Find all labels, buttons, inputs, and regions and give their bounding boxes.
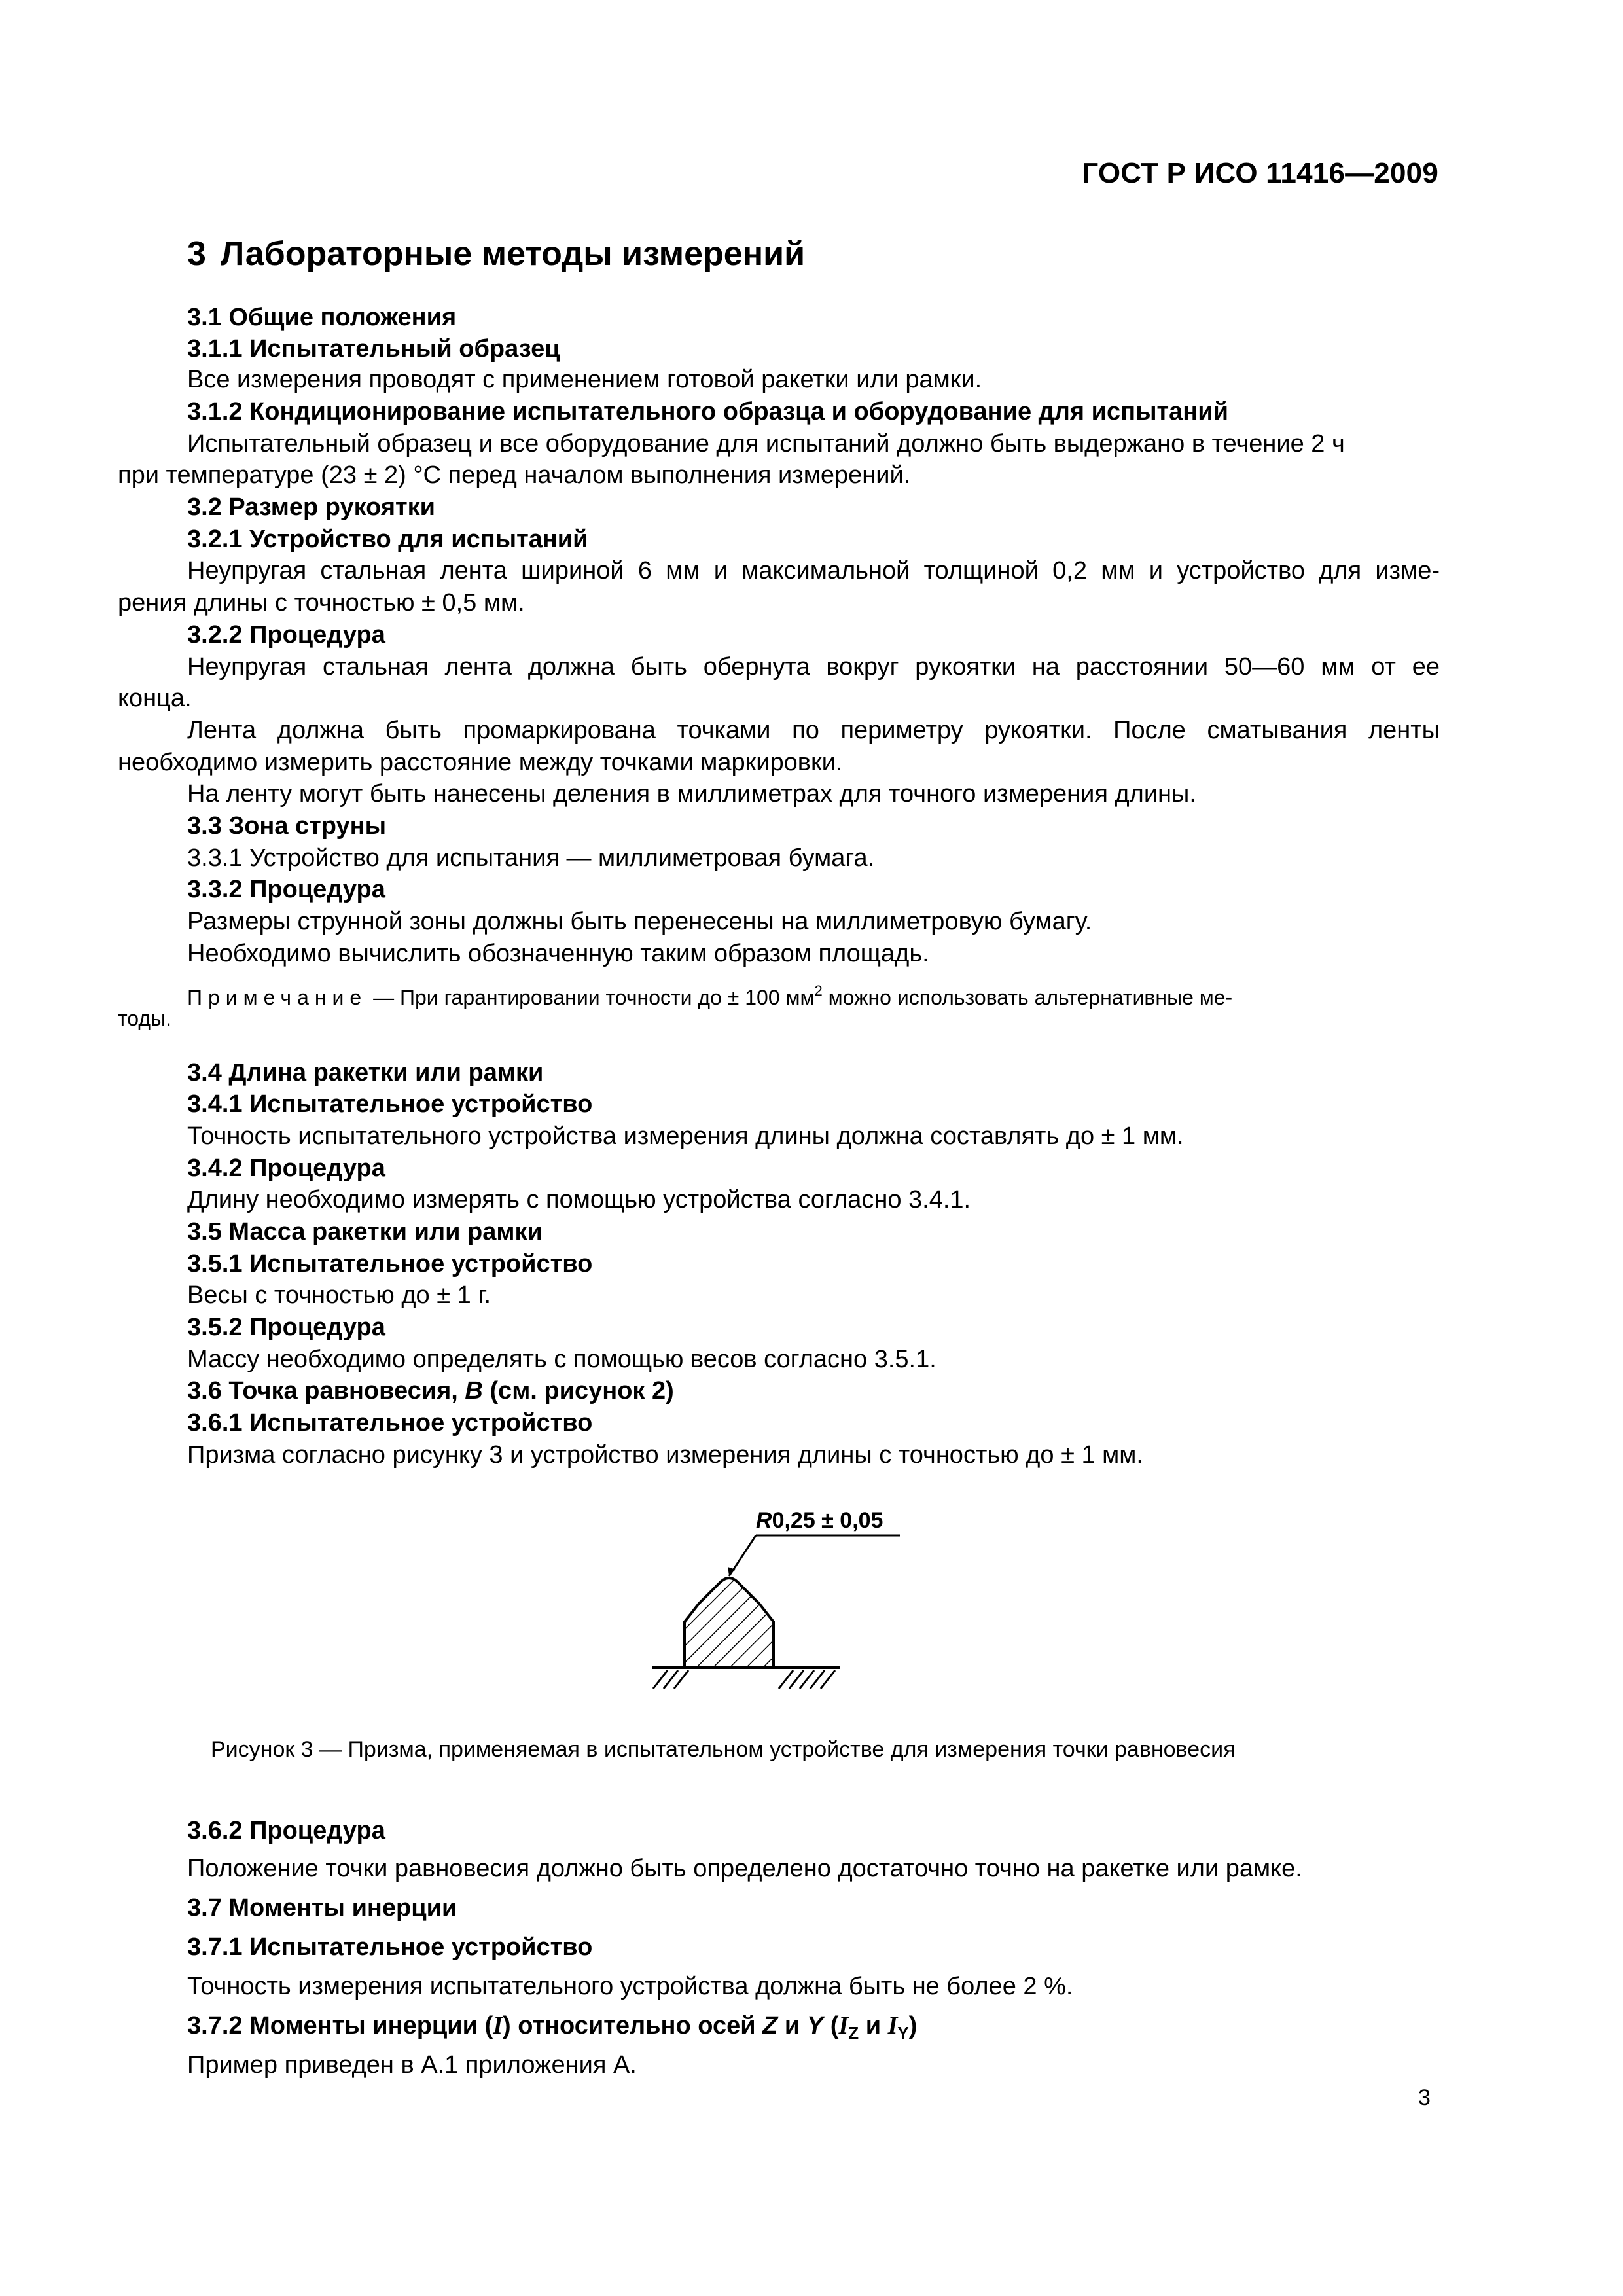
paragraph-3-6-2: Положение точки равновесия должно быть определено достаточно точно на ракетке или рамке. bbox=[187, 1855, 1302, 1882]
paragraph-3-5-1: Весы с точностью до ± 1 г. bbox=[187, 1282, 491, 1309]
inertia-y-subscript: Y bbox=[897, 2023, 909, 2043]
heading-3-2-1: 3.2.1 Устройство для испытаний bbox=[187, 526, 588, 553]
paragraph-3-6-1: Призма согласно рисунку 3 и устройство измерения длины с точностью до ± 1 мм. bbox=[187, 1441, 1143, 1469]
heading-3-4-2: 3.4.2 Процедура bbox=[187, 1155, 385, 1182]
paragraph-3-2-2-line2: конца. bbox=[118, 685, 192, 712]
heading-3-7-2 bbox=[187, 2011, 917, 2048]
figure-caption: Рисунок 3 — Призма, применяемая в испытательном устройстве для измерения точки равновесия bbox=[211, 1737, 1236, 1762]
section-number: 3 bbox=[187, 235, 206, 273]
heading-3-7: 3.7 Моменты инерции bbox=[187, 1894, 457, 1922]
note-line2: тоды. bbox=[118, 1007, 171, 1030]
paren-open: ( bbox=[830, 2012, 839, 2039]
heading-3-5-2: 3.5.2 Процедура bbox=[187, 1314, 385, 1341]
note-text-a: — При гарантировании точности до ± 100 мм bbox=[373, 986, 815, 1009]
axis-y: Y bbox=[806, 2012, 824, 2039]
prism-body bbox=[685, 1578, 774, 1668]
heading-3-7-2-mid: ) относительно осей bbox=[503, 2012, 756, 2039]
heading-3-1-1: 3.1.1 Испытательный образец bbox=[187, 335, 560, 363]
heading-3-2: 3.2 Размер рукоятки bbox=[187, 493, 436, 521]
radius-symbol: R bbox=[756, 1508, 772, 1533]
inertia-z-symbol: I bbox=[838, 2012, 849, 2039]
paragraph-3-7-2: Пример приведен в А.1 приложения А. bbox=[187, 2051, 637, 2079]
paragraph-3-1-1: Все измерения проводят с применением готовой ракетки или рамки. bbox=[187, 366, 982, 393]
note-superscript: 2 bbox=[814, 982, 823, 999]
heading-3-7-2-and: и bbox=[784, 2012, 800, 2039]
paragraph-3-2-2-line5: На ленту могут быть нанесены деления в миллиметрах для точного измерения длины. bbox=[187, 780, 1196, 808]
heading-3-4-1: 3.4.1 Испытательное устройство bbox=[187, 1090, 593, 1118]
radius-label bbox=[756, 1508, 883, 1533]
prism-figure bbox=[648, 1499, 883, 1721]
heading-3-5: 3.5 Масса ракетки или рамки bbox=[187, 1218, 543, 1246]
heading-3-7-1: 3.7.1 Испытательное устройство bbox=[187, 1933, 593, 1961]
paragraph-3-4-2: Длину необходимо измерять с помощью устройства согласно 3.4.1. bbox=[187, 1186, 971, 1213]
heading-3-6-text: 3.6 Точка равновесия, bbox=[187, 1377, 458, 1405]
section-title bbox=[187, 234, 805, 274]
inertia-z-subscript: Z bbox=[848, 2023, 859, 2043]
note-label: Примечание bbox=[187, 986, 368, 1009]
paragraph-3-5-2: Массу необходимо определять с помощью весов согласно 3.5.1. bbox=[187, 1346, 936, 1373]
inertia-y-symbol: I bbox=[887, 2012, 898, 2039]
heading-3-4: 3.4 Длина ракетки или рамки bbox=[187, 1059, 544, 1086]
heading-3-1: 3.1 Общие положения bbox=[187, 304, 457, 331]
heading-3-3-2: 3.3.2 Процедура bbox=[187, 876, 385, 903]
paragraph-3-1-2-line1: Испытательный образец и все оборудование для испытаний должно быть выдержано в течение 2 ч bbox=[187, 430, 1345, 457]
heading-3-1-2: 3.1.2 Кондиционирование испытательного образца и оборудование для испытаний bbox=[187, 398, 1228, 425]
heading-3-7-2-and2: и bbox=[865, 2012, 882, 2039]
paragraph-3-2-1-line1: Неупругая стальная лента шириной 6 мм и максимальной толщиной 0,2 мм и устройство для изме- bbox=[187, 557, 1440, 584]
heading-3-6 bbox=[187, 1376, 674, 1406]
heading-3-5-1: 3.5.1 Испытательное устройство bbox=[187, 1250, 593, 1278]
paragraph-3-2-1-line2: рения длины с точностью ± 0,5 мм. bbox=[118, 589, 525, 617]
paragraph-3-4-1: Точность испытательного устройства измерения длины должна составлять до ± 1 мм. bbox=[187, 1122, 1184, 1150]
heading-3-2-2: 3.2.2 Процедура bbox=[187, 621, 385, 649]
paragraph-3-1-2-line2: при температуре (23 ± 2) °С перед началом выполнения измерений. bbox=[118, 461, 911, 489]
axis-z: Z bbox=[762, 2012, 778, 2039]
paragraph-3-7-1: Точность измерения испытательного устройства должна быть не более 2 %. bbox=[187, 1973, 1073, 2000]
paragraph-3-3-2-line1: Размеры струнной зоны должны быть перенесены на миллиметровую бумагу. bbox=[187, 908, 1092, 935]
paren-close: ) bbox=[908, 2012, 918, 2039]
base-hatching bbox=[653, 1670, 835, 1689]
note-text-b: можно использовать альтернативные ме- bbox=[828, 986, 1233, 1009]
heading-3-6-1: 3.6.1 Испытательное устройство bbox=[187, 1409, 593, 1437]
heading-3-6-2: 3.6.2 Процедура bbox=[187, 1817, 385, 1844]
heading-3-7-2-text: 3.7.2 Моменты инерции ( bbox=[187, 2012, 493, 2039]
heading-3-3: 3.3 Зона струны bbox=[187, 812, 387, 840]
paragraph-3-2-2-line3: Лента должна быть промаркирована точками по периметру рукоятки. После сматывания ленты bbox=[187, 717, 1440, 744]
paragraph-3-2-2-line4: необходимо измерить расстояние между точками маркировки. bbox=[118, 749, 843, 776]
heading-3-6-variable: B bbox=[465, 1377, 483, 1405]
note-line1 bbox=[187, 978, 1232, 1011]
radius-value: 0,25 ± 0,05 bbox=[772, 1508, 883, 1533]
page-number: 3 bbox=[1418, 2085, 1431, 2110]
paragraph-3-3-2-line2: Необходимо вычислить обозначенную таким образом площадь. bbox=[187, 940, 929, 967]
paragraph-3-2-2-line1: Неупругая стальная лента должна быть обернута вокруг рукоятки на расстоянии 50—60 мм от ее bbox=[187, 653, 1440, 681]
heading-3-6-ref: (см. рисунок 2) bbox=[490, 1377, 674, 1405]
paragraph-3-3-1: 3.3.1 Устройство для испытания — миллиметровая бумага. bbox=[187, 844, 875, 872]
document-header-id: ГОСТ Р ИСО 11416—2009 bbox=[1082, 157, 1438, 189]
section-title-text: Лабораторные методы измерений bbox=[220, 235, 806, 273]
inertia-symbol: I bbox=[493, 2012, 503, 2039]
